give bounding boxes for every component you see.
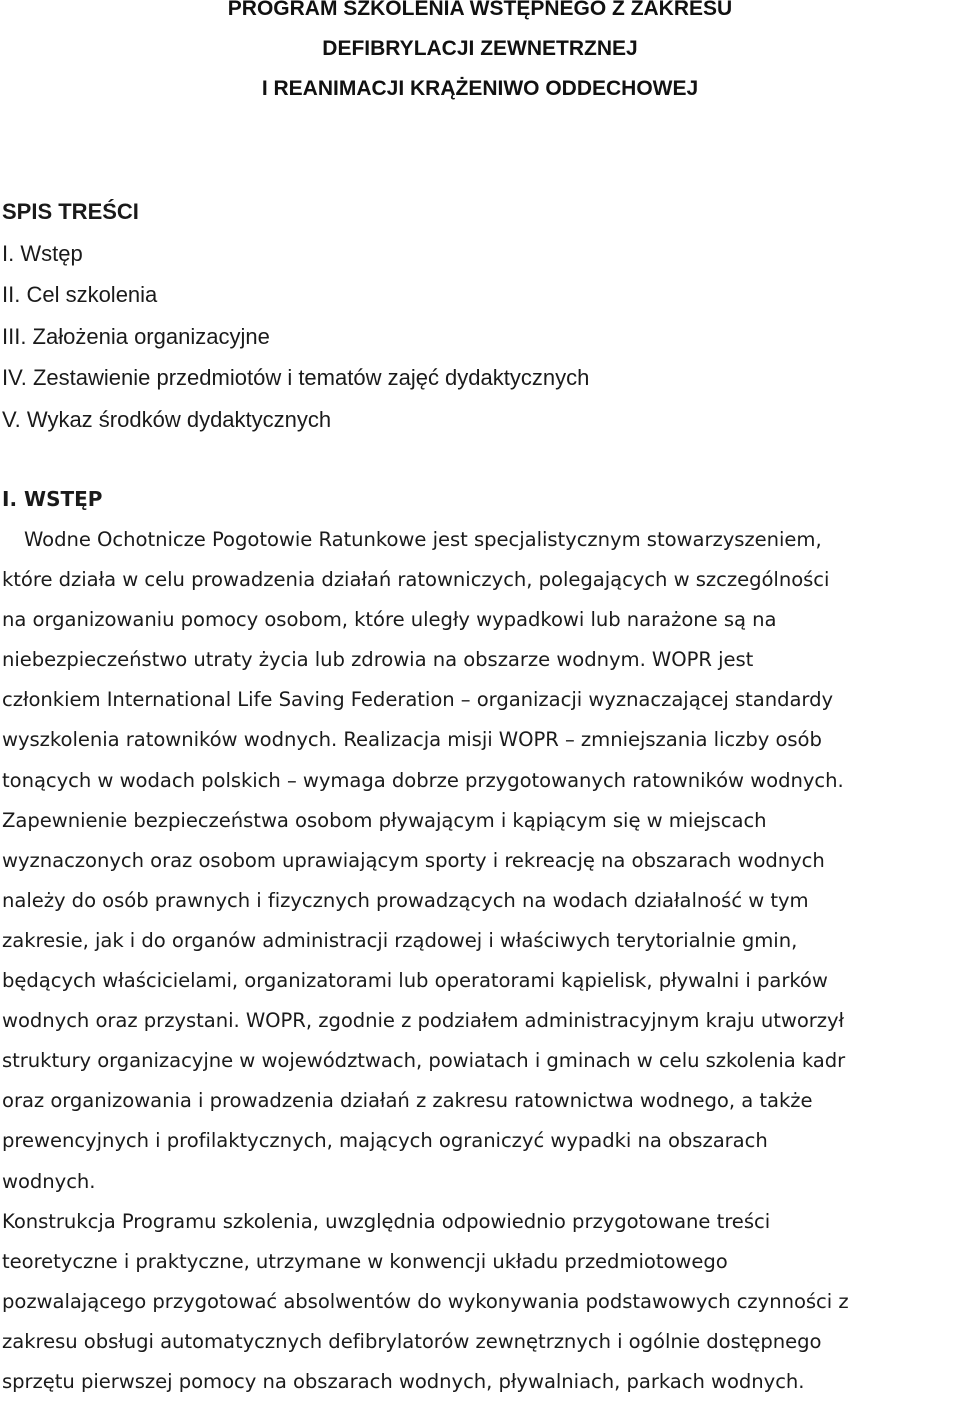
body-line: niebezpieczeństwo utraty życia lub zdrowia na obszarze wodnym. WOPR jest <box>2 648 754 672</box>
section-heading-wstep: I. WSTĘP <box>2 487 103 511</box>
body-line: wodnych oraz przystani. WOPR, zgodnie z podziałem administracyjnym kraju utworzył <box>2 1009 845 1033</box>
body-line: będących właścicielami, organizatorami lub operatorami kąpielisk, pływalni i parków <box>2 969 828 993</box>
body-line: członkiem International Life Saving Federation – organizacji wyznaczającej standardy <box>2 688 834 712</box>
body-line: Wodne Ochotnicze Pogotowie Ratunkowe jest specjalistycznym stowarzyszeniem, <box>24 528 822 551</box>
body-line: na organizowaniu pomocy osobom, które uległy wypadkowi lub narażone są na <box>2 608 777 632</box>
body-line: wyznaczonych oraz osobom uprawiającym sporty i rekreację na obszarach wodnych <box>2 848 825 872</box>
body-line: Zapewnienie bezpieczeństwa osobom pływającym i kąpiącym się w miejscach <box>2 808 767 832</box>
body-line: zakresu obsługi automatycznych defibrylatorów zewnętrznych i ogólnie dostępnego <box>2 1329 822 1353</box>
body-line: Konstrukcja Programu szkolenia, uwzględnia odpowiednio przygotowane treści <box>2 1209 771 1233</box>
toc-item-zestawienie: IV. Zestawienie przedmiotów i tematów zajęć dydaktycznych <box>2 365 590 390</box>
body-line: prewencyjnych i profilaktycznych, mających ograniczyć wypadki na obszarach <box>2 1129 768 1153</box>
table-of-contents <box>2 191 589 440</box>
document-title <box>0 0 960 109</box>
body-line: pozwalającego przygotować absolwentów do wykonywania podstawowych czynności z <box>2 1289 849 1313</box>
toc-item-wykaz: V. Wykaz środków dydaktycznych <box>2 406 332 432</box>
body-line: sprzętu pierwszej pomocy na obszarach wodnych, pływalniach, parkach wodnych. <box>2 1369 805 1393</box>
toc-item-zalozenia: III. Założenia organizacyjne <box>2 323 270 349</box>
body-line: wyszkolenia ratowników wodnych. Realizacja misji WOPR – zmniejszania liczby osób <box>2 728 822 752</box>
toc-heading: SPIS TREŚCI <box>2 199 139 224</box>
section-body <box>2 520 960 1402</box>
body-line: należy do osób prawnych i fizycznych prowadzących na wodach działalność w tym <box>2 888 809 912</box>
body-line: teoretyczne i praktyczne, utrzymane w konwencji układu przedmiotowego <box>2 1249 728 1273</box>
body-line: oraz organizowania i prowadzenia działań z zakresu ratownictwa wodnego, a także <box>2 1089 813 1113</box>
body-line: zakresie, jak i do organów administracji rządowej i właściwych terytorialnie gmin, <box>2 928 798 952</box>
title-line-2: DEFIBRYLACJI ZEWNETRZNEJ <box>322 37 638 60</box>
body-line: tonących w wodach polskich – wymaga dobrze przygotowanych ratowników wodnych. <box>2 768 844 792</box>
body-line: wodnych. <box>2 1169 96 1193</box>
body-line: które działa w celu prowadzenia działań ratowniczych, polegających w szczególności <box>2 568 830 592</box>
toc-item-cel-szkolenia: II. Cel szkolenia <box>2 282 158 307</box>
body-line: struktury organizacyjne w województwach, powiatach i gminach w celu szkolenia kadr <box>2 1049 846 1073</box>
toc-item-wstep: I. Wstęp <box>2 240 83 266</box>
title-line-1: PROGRAM SZKOLENIA WSTĘPNEGO Z ZAKRESU <box>227 0 733 20</box>
title-line-3: I REANIMACJI KRĄŻENIWO ODDECHOWEJ <box>261 77 699 100</box>
